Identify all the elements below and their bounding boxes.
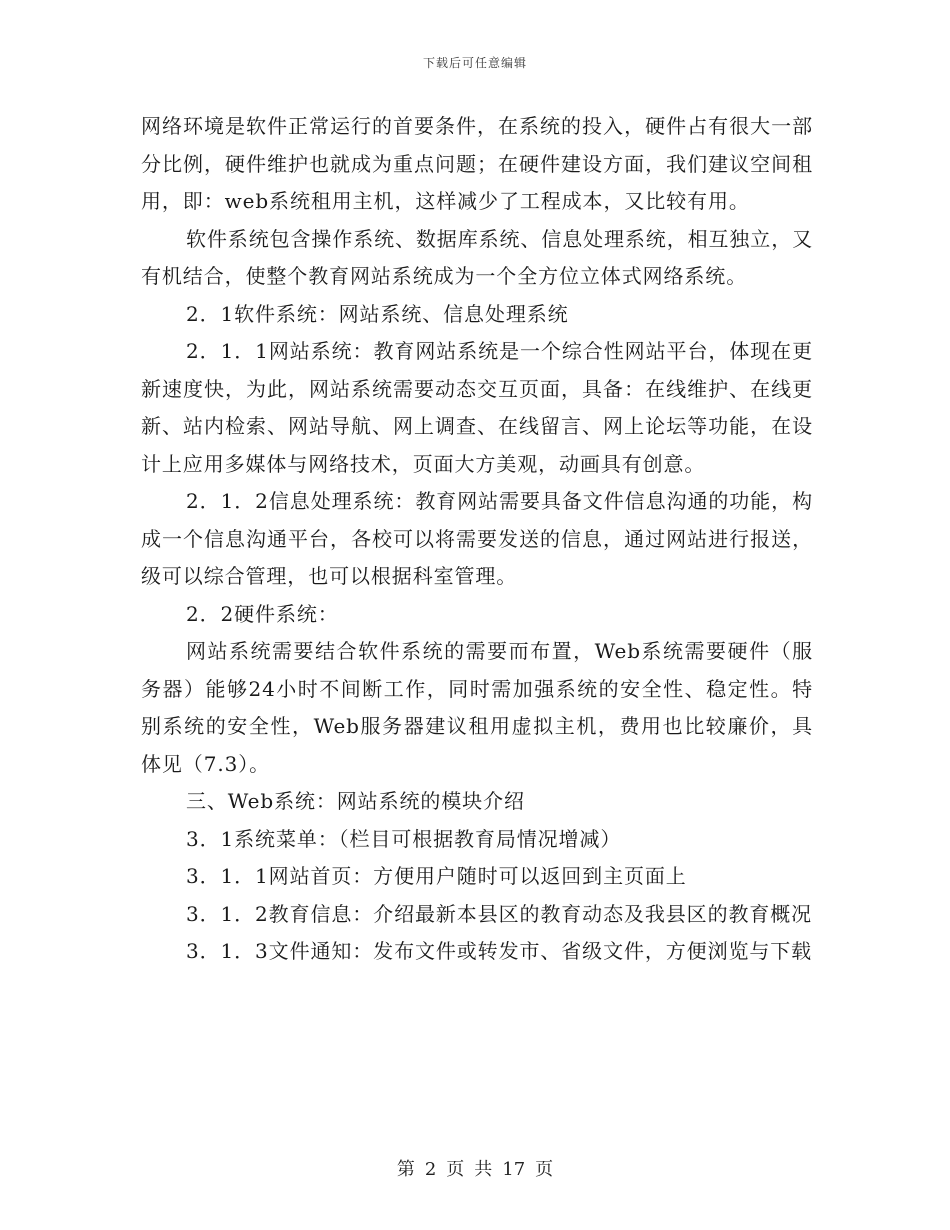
footer-current-page: 2 xyxy=(424,1159,437,1180)
paragraph: 2．1．2信息处理系统：教育网站需要具备文件信息沟通的功能，构成一个信息沟通平台，各校可以将需要发送的信息，通过网站进行报送，级可以综合管理，也可以根据科室管理。 xyxy=(141,489,813,588)
section-heading: 2．1软件系统：网站系统、信息处理系统 xyxy=(186,301,569,326)
footer-label-total: 共 xyxy=(474,1159,493,1180)
paragraph: 网络环境是软件正常运行的首要条件，在系统的投入，硬件占有很大一部分比例，硬件维护也就成为重点问题；在硬件建设方面，我们建议空间租用，即：web系统租用主机，这样减少了工程成本，又比较有用。 xyxy=(141,114,813,213)
paragraph: 2．1．1网站系统：教育网站系统是一个综合性网站平台，体现在更新速度快，为此，网站系统需要动态交互页面，具备：在线维护、在线更新、站内检索、网站导航、网上调查、在线留言、网上论坛等功能，在设计上应用多媒体与网络技术，页面大方美观，动画具有创意。 xyxy=(141,339,813,476)
page-footer xyxy=(0,1155,950,1181)
footer-label-unit2: 页 xyxy=(535,1159,554,1180)
section-heading: 3．1系统菜单：（栏目可根据教育局情况增减） xyxy=(186,826,622,851)
paragraph: 3．1．1网站首页：方便用户随时可以返回到主页面上 xyxy=(186,864,687,888)
document-body xyxy=(141,108,813,971)
footer-label-page: 第 xyxy=(396,1159,415,1180)
footer-label-unit: 页 xyxy=(446,1159,465,1180)
section-heading: 三、Web系统：网站系统的模块介绍 xyxy=(186,789,525,813)
paragraph: 软件系统包含操作系统、数据库系统、信息处理系统，相互独立，又有机结合，使整个教育网站系统成为一个全方位立体式网络系统。 xyxy=(141,226,813,288)
paragraph: 网站系统需要结合软件系统的需要而布置，Web系统需要硬件（服务器）能够24小时不间断工作，同时需加强系统的安全性、稳定性。特别系统的安全性，Web服务器建议租用虚拟主机，费用也比较廉价，具体见（7.3）。 xyxy=(141,639,813,776)
paragraph: 3．1．3文件通知：发布文件或转发市、省级文件，方便浏览与下载 xyxy=(186,939,813,963)
page-header: 下载后可任意编辑 xyxy=(422,56,527,70)
paragraph: 3．1．2教育信息：介绍最新本县区的教育动态及我县区的教育概况 xyxy=(186,901,813,926)
section-heading: 2．2硬件系统： xyxy=(186,601,339,626)
footer-total-pages: 17 xyxy=(502,1159,526,1180)
